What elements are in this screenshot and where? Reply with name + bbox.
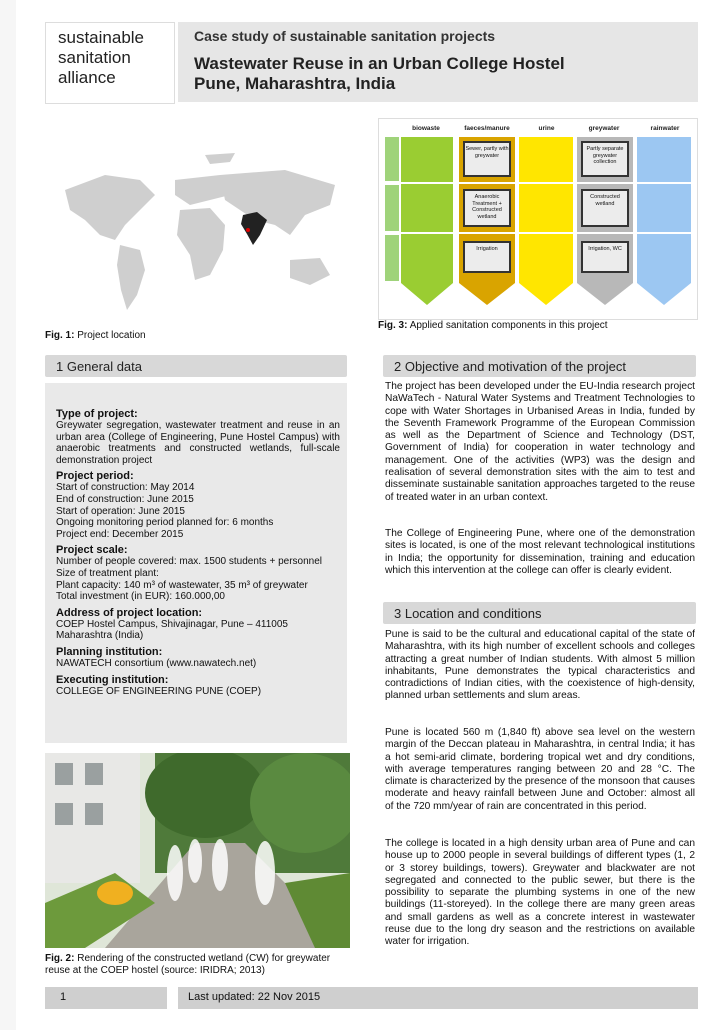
col-biowaste: biowaste	[412, 125, 440, 132]
address-line: COEP Hostel Campus, Shivajinagar, Pune – 411005	[56, 618, 288, 630]
period-line: Ongoing monitoring period planned for: 6 months	[56, 517, 274, 529]
window	[85, 763, 103, 785]
rainwater-arrow	[637, 283, 691, 305]
period-line: Project end: December 2015	[56, 528, 184, 540]
section-1-title: 1 General data	[56, 359, 143, 374]
scale-line: Plant capacity: 140 m³ of wastewater, 35 m³ of greywater	[56, 579, 308, 591]
type-label: Type of project:	[56, 408, 138, 420]
faeces-collection-box: Sewer, partly with greywater	[463, 141, 511, 177]
person-silhouette	[255, 841, 275, 905]
faeces-reuse-box: Irrigation	[463, 241, 511, 273]
fig1-caption: Fig. 1: Project location	[45, 330, 146, 341]
section-3-paragraph-3: The college is located in a high density urban area of Pune and can house up to 2000 people in several buildings of different types (1, 2 or 3 storey buildings, towers). Greywater and blackwater are not segregated and connected to the public sewer, but there is the possibility to separate the plumbing systems in one of the new buildings (11-storeyed). In the college there are many green areas and small gardens as well as a concrete interest in wastewater reuse due to the long dry season and the restrictions on available water for irrigation.	[385, 838, 695, 948]
section-3-paragraph-2: Pune is located 560 m (1,840 ft) above sea level on the western margin of the Deccan plateau in Maharashtra, in central India; it has a hot semi-arid climate, bordering tropical wet and dry conditions, with average temperatures ranging between 20 and 28 °C. The climate is characterized by the presence of the monsoon that causes moderate and heavy rainfall between June and October: almost all of the 720 mm/year of rain are concentrated in this period.	[385, 727, 695, 812]
address-label: Address of project location:	[56, 606, 203, 619]
scale-line: Total investment (in EUR): 160.000,00	[56, 591, 225, 603]
fig2-wetland-rendering	[45, 753, 350, 948]
greywater-arrow	[577, 283, 633, 305]
person-silhouette	[212, 839, 228, 891]
biowaste-column	[401, 137, 453, 283]
south-america-shape	[117, 245, 145, 310]
planning-text: NAWATECH consortium (www.nawatech.net)	[56, 657, 257, 669]
logo: sustainable sanitation alliance	[58, 28, 145, 87]
urine-column	[519, 137, 573, 283]
north-america-shape	[65, 175, 155, 240]
window	[55, 763, 73, 785]
section-2-paragraph-2: The College of Engineering Pune, where one of the demonstration sites is located, is one of the most relevant technological institutions in India; the opportunity for dissemination, training and education which this intervention at the college can offer is clearly evident.	[385, 528, 695, 576]
india-highlight	[241, 212, 267, 245]
row-treatment	[385, 185, 399, 231]
scale-label: Project scale:	[56, 544, 128, 557]
type-text: Greywater segregation, wastewater treatment and reuse in an urban area (College of Engineering, Pune Hostel Campus) with anaerobic treatments and constructed wetlands, full-scale demonstration project	[56, 420, 340, 466]
africa-shape	[177, 208, 225, 280]
col-rainwater: rainwater	[650, 125, 680, 132]
period-line: Start of construction: May 2014	[56, 482, 195, 494]
scale-line: Number of people covered: max. 1500 students + personnel	[56, 556, 322, 568]
planning-label: Planning institution:	[56, 645, 163, 658]
grey-collection-box: Partly separate greywater collection	[581, 141, 629, 177]
section-3-title: 3 Location and conditions	[394, 606, 542, 621]
world-map	[45, 150, 345, 320]
executing-text: COLLEGE OF ENGINEERING PUNE (COEP)	[56, 685, 262, 697]
page-margin	[0, 0, 16, 1030]
grey-reuse-box: Irrigation, WC	[581, 241, 629, 273]
period-line: Start of operation: June 2015	[56, 505, 185, 517]
page-number: 1	[60, 991, 67, 1003]
asia-shape	[220, 170, 335, 235]
row-collection	[385, 137, 399, 181]
last-updated: Last updated: 22 Nov 2015	[188, 991, 321, 1003]
fig2-caption: Fig. 2: Rendering of the constructed wetland (CW) for greywater reuse at the COEP hostel (source: IRIDRA; 2013)	[45, 953, 331, 976]
urine-arrow	[519, 283, 573, 305]
faeces-treatment-box: Anaerobic Treatment + Constructed wetland	[463, 189, 511, 227]
rainwater-column	[637, 137, 691, 283]
case-study-title: Case study of sustainable sanitation projects	[194, 28, 496, 44]
pune-marker	[246, 228, 250, 232]
period-label: Project period:	[56, 470, 134, 483]
fig3-sanitation-diagram	[378, 118, 698, 320]
window	[85, 803, 103, 825]
section-2-paragraph-1: The project has been developed under the EU-India research project NaWaTech - Natural Water Systems and Treatment Technologies to cope with Water Shortages in Urbanised Areas in India, funded by the Seventh Framework Programme of the European Commission as well as the Department of Science and Technology (DST, Government of India) for cooperation in water technology and management. One of the activities (WP3) was the design and realisation of several demonstration sites with the aim to test and disseminate sustainable sanitation approaches targeted to the reuse of treated water in an urban context.	[385, 381, 695, 503]
flower-bush	[97, 881, 133, 905]
title-line-1: Wastewater Reuse in an Urban College Hostel	[194, 54, 565, 73]
row-divider	[385, 182, 691, 184]
person-silhouette	[188, 839, 202, 883]
biowaste-arrow	[401, 283, 453, 305]
arrow-row	[401, 283, 693, 311]
title-line-2: Pune, Maharashtra, India	[194, 74, 396, 93]
col-greywater: greywater	[588, 125, 620, 132]
window	[55, 803, 73, 825]
grey-treatment-box: Constructed wetland	[581, 189, 629, 227]
greenland-shape	[205, 153, 235, 164]
person-silhouette	[167, 845, 183, 901]
faeces-arrow	[459, 283, 515, 305]
section-3-paragraph-1: Pune is said to be the cultural and educational capital of the state of Maharashtra, with its high number of excellent schools and colleges attracting a great number of Indian students. With almost 5 million inhabitants, Pune demonstrates the typical characteristics and contradictions of Indian cities, with the coexistence of high-density, planned urban settlements and slum areas.	[385, 629, 695, 702]
row-divider	[385, 232, 691, 234]
executing-label: Executing institution:	[56, 673, 169, 686]
fig3-caption: Fig. 3: Applied sanitation components in this project	[378, 320, 608, 331]
scale-line: Size of treatment plant:	[56, 567, 159, 579]
period-line: End of construction: June 2015	[56, 493, 194, 505]
col-faeces: faeces/manure	[464, 125, 510, 132]
australia-shape	[290, 258, 330, 285]
general-data-content	[56, 404, 340, 697]
page-title	[194, 54, 565, 94]
col-urine: urine	[538, 125, 555, 132]
row-reuse	[385, 235, 399, 281]
section-2-title: 2 Objective and motivation of the project	[394, 359, 626, 374]
address-line: Maharashtra (India)	[56, 630, 144, 642]
